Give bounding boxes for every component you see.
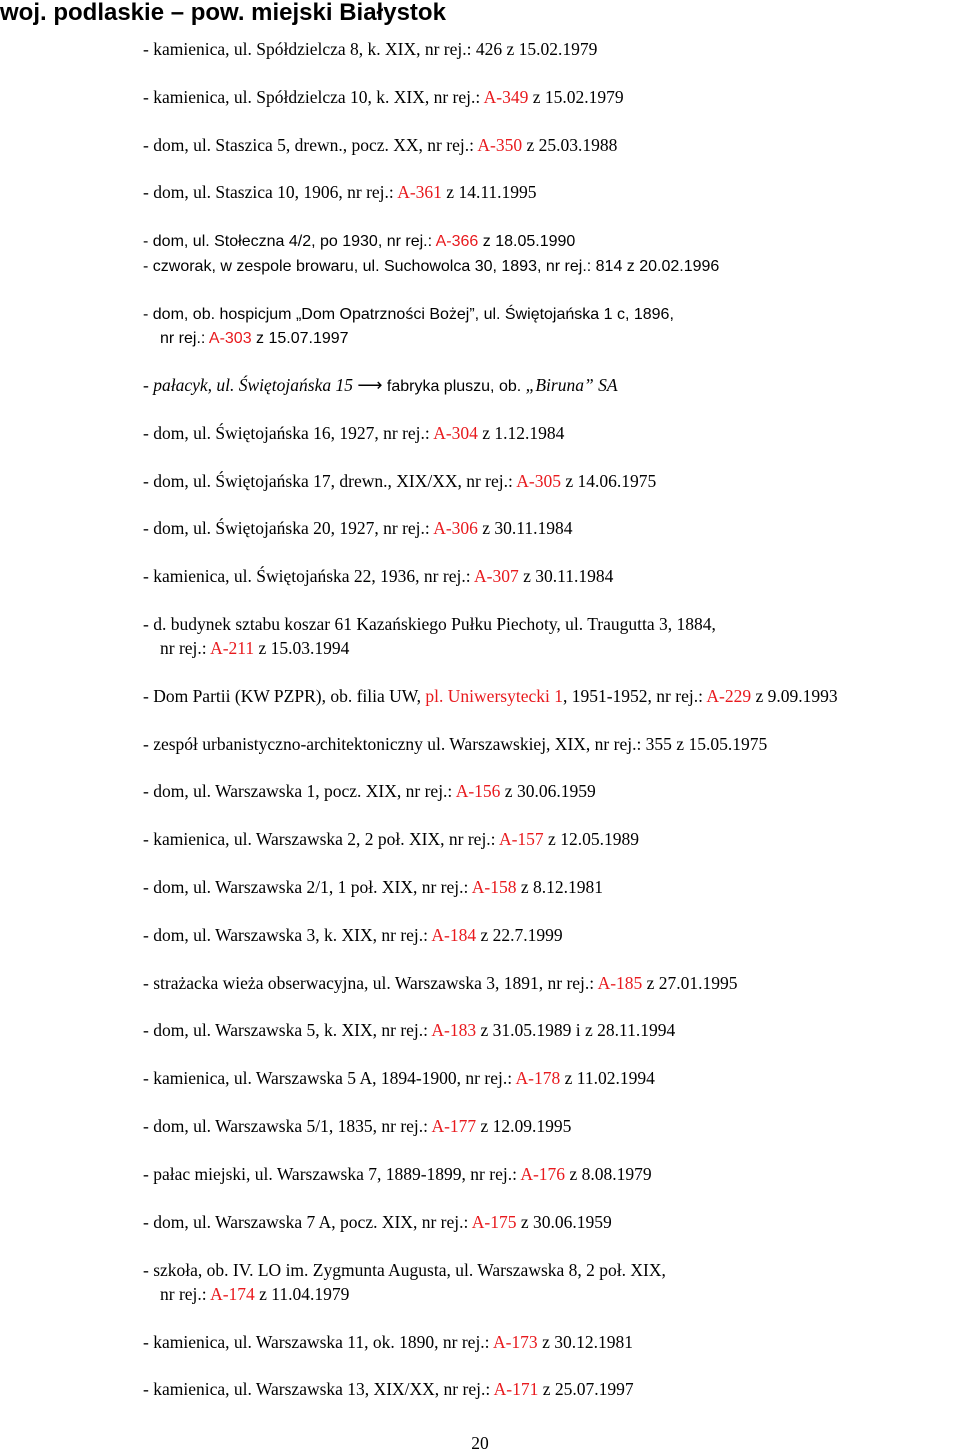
entry-text: - dom, ul. Warszawska 7 A, pocz. XIX, nr rej.: <box>143 1212 472 1232</box>
list-item <box>143 1258 960 1306</box>
register-date: z 14.11.1995 <box>441 182 537 202</box>
register-date: z 9.09.1993 <box>751 686 838 706</box>
register-date: z 12.05.1989 <box>543 829 639 849</box>
register-number: A-229 <box>706 686 752 706</box>
register-date: z 30.06.1959 <box>516 1212 612 1232</box>
register-date: z 18.05.1990 <box>478 233 576 250</box>
register-date: z 14.06.1975 <box>561 471 657 491</box>
entry-text: - dom, ul. Staszica 10, 1906, nr rej.: <box>143 182 398 202</box>
list-item <box>143 564 960 588</box>
register-number: A-305 <box>516 471 561 491</box>
register-date: z 8.12.1981 <box>516 877 604 897</box>
register-number: A-350 <box>477 135 523 155</box>
register-number: A-157 <box>498 829 544 849</box>
register-date: z 25.07.1997 <box>538 1379 634 1399</box>
entry-text: - kamienica, ul. Świętojańska 22, 1936, nr rej.: <box>143 566 474 586</box>
entry-text-continued: nr rej.: <box>160 1284 211 1304</box>
register-date: z 30.11.1984 <box>477 518 573 538</box>
register-date: z 31.05.1989 i z 28.11.1994 <box>476 1020 676 1040</box>
entry-text: - dom, ul. Warszawska 5, k. XIX, nr rej.: <box>143 1020 432 1040</box>
list-item <box>143 971 960 995</box>
list-item <box>143 85 960 109</box>
entry-text-company: „Biruna” SA <box>525 375 618 395</box>
register-date: z 12.09.1995 <box>476 1116 572 1136</box>
register-number: A-366 <box>435 233 479 250</box>
entry-text: - zespół urbanistyczno-architektoniczny ul. Warszawskiej, XIX, nr rej.: 355 z 15.05.1975 <box>143 734 768 754</box>
register-number: A-361 <box>397 182 442 202</box>
list-item <box>143 875 960 899</box>
entry-text: - kamienica, ul. Warszawska 11, ok. 1890, nr rej.: <box>143 1332 493 1352</box>
entry-text-continued: nr rej.: <box>160 638 211 658</box>
list-item <box>143 373 960 399</box>
list-item <box>143 228 960 254</box>
list-item <box>143 1114 960 1138</box>
register-number: A-211 <box>210 638 255 658</box>
entry-text: - strażacka wieża obserwacyjna, ul. Warszawska 3, 1891, nr rej.: <box>143 973 598 993</box>
entry-text: - kamienica, ul. Warszawska 2, 2 poł. XIX, nr rej.: <box>143 829 499 849</box>
list-item <box>143 180 960 204</box>
register-number: A-184 <box>431 925 477 945</box>
entry-text: - dom, ul. Warszawska 1, pocz. XIX, nr rej.: <box>143 781 456 801</box>
register-number: A-303 <box>208 330 252 347</box>
register-number: A-183 <box>431 1020 477 1040</box>
entry-text: - kamienica, ul. Spółdzielcza 10, k. XIX, nr rej.: <box>143 87 484 107</box>
register-date: z 15.03.1994 <box>254 638 350 658</box>
register-number: A-175 <box>471 1212 517 1232</box>
entry-text: - Dom Partii (KW PZPR), ob. filia UW, <box>143 686 426 706</box>
arrow-right-icon: ⟶ <box>357 375 383 395</box>
entry-text: - dom, ul. Świętojańska 17, drewn., XIX/XX, nr rej.: <box>143 471 517 491</box>
entry-text-continued: nr rej.: <box>160 330 209 347</box>
register-number: A-174 <box>210 1284 255 1304</box>
entry-text: - dom, ul. Staszica 5, drewn., pocz. XX, nr rej.: <box>143 135 478 155</box>
register-number: A-177 <box>431 1116 477 1136</box>
entry-text-function: fabryka pluszu, ob. <box>382 378 526 395</box>
register-number: A-349 <box>483 87 529 107</box>
register-date: z 27.01.1995 <box>642 973 738 993</box>
list-item <box>143 732 960 756</box>
list-item <box>143 684 960 708</box>
list-item <box>143 1066 960 1090</box>
register-number: A-158 <box>471 877 517 897</box>
entry-text: - szkoła, ob. IV. LO im. Zygmunta Augusta, ul. Warszawska 8, 2 poł. XIX, <box>143 1260 666 1280</box>
list-item <box>143 133 960 157</box>
list-item <box>143 421 960 445</box>
list-item <box>143 612 960 660</box>
register-date: z 30.12.1981 <box>537 1332 633 1352</box>
register-number: A-176 <box>520 1164 566 1184</box>
register-number: A-171 <box>493 1379 539 1399</box>
entry-text: - dom, ul. Świętojańska 20, 1927, nr rej.: <box>143 518 434 538</box>
entry-text: - dom, ul. Stołeczna 4/2, po 1930, nr rej.: <box>143 233 436 250</box>
entry-text: - d. budynek sztabu koszar 61 Kazańskiego Pułku Piechoty, ul. Traugutta 3, 1884, <box>143 614 716 634</box>
entry-text: - dom, ob. hospicjum „Dom Opatrzności Bożej”, ul. Świętojańska 1 c, 1896, <box>143 306 674 323</box>
list-item <box>143 1330 960 1354</box>
register-number: A-156 <box>455 781 501 801</box>
list-item <box>143 1210 960 1234</box>
register-number: A-173 <box>492 1332 538 1352</box>
list-item <box>143 1018 960 1042</box>
register-number: A-307 <box>473 566 519 586</box>
entry-text: - czworak, w zespole browaru, ul. Suchowolca 30, 1893, nr rej.: 814 z 20.02.1996 <box>143 258 720 275</box>
list-item <box>143 1162 960 1186</box>
list-item <box>143 827 960 851</box>
register-date: z 11.04.1979 <box>254 1284 350 1304</box>
list-item <box>143 923 960 947</box>
register-number: A-178 <box>515 1068 561 1088</box>
page-number: 20 <box>471 1433 489 1453</box>
register-date: z 30.11.1984 <box>518 566 614 586</box>
entry-text-continued: , 1951-1952, nr rej.: <box>562 686 707 706</box>
register-date: z 8.08.1979 <box>565 1164 652 1184</box>
list-item <box>143 779 960 803</box>
register-number: A-185 <box>597 973 643 993</box>
list-item <box>143 516 960 540</box>
entry-text: - pałacyk, ul. Świętojańska 15 <box>143 375 358 395</box>
entry-text: - pałac miejski, ul. Warszawska 7, 1889-1899, nr rej.: <box>143 1164 521 1184</box>
entry-text: - dom, ul. Świętojańska 16, 1927, nr rej.: <box>143 423 434 443</box>
register-number: A-306 <box>433 518 478 538</box>
register-date: z 11.02.1994 <box>560 1068 655 1088</box>
list-item <box>143 1377 960 1401</box>
address-highlight: pl. Uniwersytecki 1 <box>425 686 563 706</box>
register-date: z 1.12.1984 <box>477 423 565 443</box>
register-date: z 25.03.1988 <box>522 135 618 155</box>
entry-text: - kamienica, ul. Warszawska 5 A, 1894-1900, nr rej.: <box>143 1068 516 1088</box>
entry-text: - dom, ul. Warszawska 3, k. XIX, nr rej.: <box>143 925 432 945</box>
register-date: z 30.06.1959 <box>500 781 596 801</box>
entry-text: - kamienica, ul. Spółdzielcza 8, k. XIX, nr rej.: 426 z 15.02.1979 <box>143 39 598 59</box>
register-date: z 22.7.1999 <box>476 925 563 945</box>
entry-text: - kamienica, ul. Warszawska 13, XIX/XX, nr rej.: <box>143 1379 494 1399</box>
entry-text: - dom, ul. Warszawska 2/1, 1 poł. XIX, nr rej.: <box>143 877 472 897</box>
list-item <box>143 469 960 493</box>
page-title: woj. podlaskie – pow. miejski Białystok <box>0 0 446 26</box>
register-date: z 15.02.1979 <box>528 87 624 107</box>
list-item <box>143 301 960 351</box>
register-number: A-304 <box>433 423 478 443</box>
entry-text: - dom, ul. Warszawska 5/1, 1835, nr rej.: <box>143 1116 432 1136</box>
list-item <box>143 37 960 61</box>
register-date: z 15.07.1997 <box>251 330 349 347</box>
list-item <box>143 253 960 279</box>
